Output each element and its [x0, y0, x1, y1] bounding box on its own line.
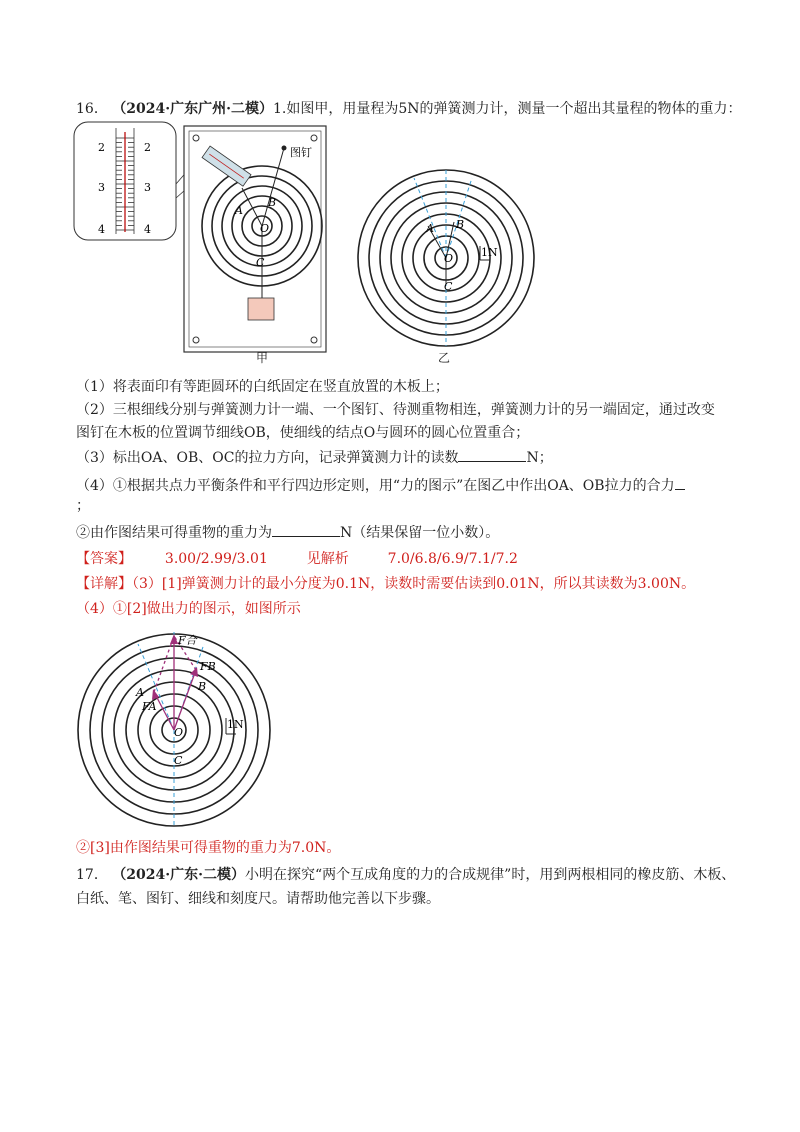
q16-source: （2024·广东广州·二模）	[112, 101, 273, 117]
q16-step2a: （2）三根细线分别与弹簧测力计一端、一个图钉、待测重物相连，弹簧测力计的另一端固定，通过改变	[76, 402, 715, 418]
q16-step1: （1）将表面印有等距圆环的白纸固定在竖直放置的木板上；	[76, 379, 449, 395]
answer-line	[76, 550, 518, 568]
step5-text: ②由作图结果可得重物的重力为	[76, 525, 272, 541]
caption-yi: 乙	[438, 351, 451, 365]
detail-1: （3）[1]弹簧测力计的最小分度为0.1N，读数时需要估读到0.01N，所以其读数为3.00N。	[132, 576, 696, 592]
step3-unit: N；	[526, 450, 553, 466]
answer-label: 【答案】	[76, 551, 132, 567]
answer-1: 3.00/2.99/3.01	[164, 551, 268, 567]
answer-blank-3[interactable]	[272, 524, 340, 537]
label-O-sol: O	[174, 726, 184, 739]
q16-step4-semicolon: ；	[76, 498, 90, 514]
gauge-tick-3r: 3	[144, 181, 151, 194]
detail-line-3: ②[3]由作图结果可得重物的重力为7.0N。	[76, 840, 341, 856]
pin-label: 图钉	[290, 146, 312, 159]
answer-2: 见解析	[306, 551, 349, 567]
q16-step2b: 图钉在木板的位置调节细线OB，使细线的结点O与圆环的圆心位置重合；	[76, 425, 530, 441]
q17-text1: 小明在探究“两个互成角度的力的合成规律”时，用到两根相同的橡皮筋、木板、	[245, 867, 736, 883]
answer-blank-2[interactable]	[675, 477, 685, 490]
q17-source: （2024·广东·二模）	[112, 867, 245, 883]
answer-blank-1[interactable]	[458, 449, 526, 462]
scale-1N-sol: 1N	[227, 718, 244, 731]
step5-tail: N（结果保留一位小数）。	[340, 525, 500, 541]
label-A-yi: A	[426, 222, 434, 235]
figure-solution	[76, 630, 276, 830]
answer-3: 7.0/6.8/6.9/7.1/7.2	[387, 551, 518, 567]
scale-1N-yi: 1N	[481, 246, 498, 259]
label-B-yi: B	[456, 218, 465, 231]
q16-number: 16．	[76, 101, 108, 117]
label-Fsum: F合	[178, 634, 197, 647]
q17-number: 17．	[76, 867, 108, 883]
step4-text: （4）①根据共点力平衡条件和平行四边形定则，用“力的图示”在图乙中作出OA、OB拉力的合力	[76, 478, 675, 494]
label-O-jia: O	[260, 222, 270, 235]
detail-line-1	[76, 575, 695, 593]
q16-step4	[76, 477, 685, 495]
gauge-tick-3: 3	[98, 181, 105, 194]
label-C-sol: C	[174, 754, 183, 767]
figure-jia	[72, 118, 372, 368]
caption-jia: 甲	[256, 351, 269, 365]
q17-line2: 白纸、笔、图钉、细线和刻度尺。请帮助他完善以下步骤。	[76, 891, 440, 907]
q16-step3	[76, 449, 553, 467]
gauge-tick-4r: 4	[144, 223, 151, 236]
label-FB: FB	[200, 660, 216, 673]
step3-text: （3）标出OA、OB、OC的拉力方向，记录弹簧测力计的读数	[76, 450, 459, 466]
gauge-tick-4: 4	[98, 223, 105, 236]
q16-stem: 1.如图甲，用量程为5N的弹簧测力计，测量一个超出其量程的物体的重力：	[273, 101, 742, 117]
label-B-jia: B	[268, 196, 277, 209]
figure-yi	[356, 168, 536, 348]
label-FA: FA	[142, 700, 157, 713]
gauge-tick-2: 2	[98, 141, 105, 154]
label-A-jia: A	[235, 204, 243, 217]
q17-line1	[76, 866, 735, 884]
q16-step5	[76, 524, 499, 542]
q16-header	[76, 100, 742, 118]
label-A-sol: A	[136, 686, 144, 699]
label-B-sol: B	[198, 680, 207, 693]
label-O-yi: O	[444, 252, 454, 265]
label-C-jia: C	[256, 256, 265, 269]
detail-line-2: （4）①[2]做出力的图示，如图所示	[76, 601, 301, 617]
gauge-tick-2r: 2	[144, 141, 151, 154]
label-C-yi: C	[444, 280, 453, 293]
detail-label: 【详解】	[76, 576, 132, 592]
